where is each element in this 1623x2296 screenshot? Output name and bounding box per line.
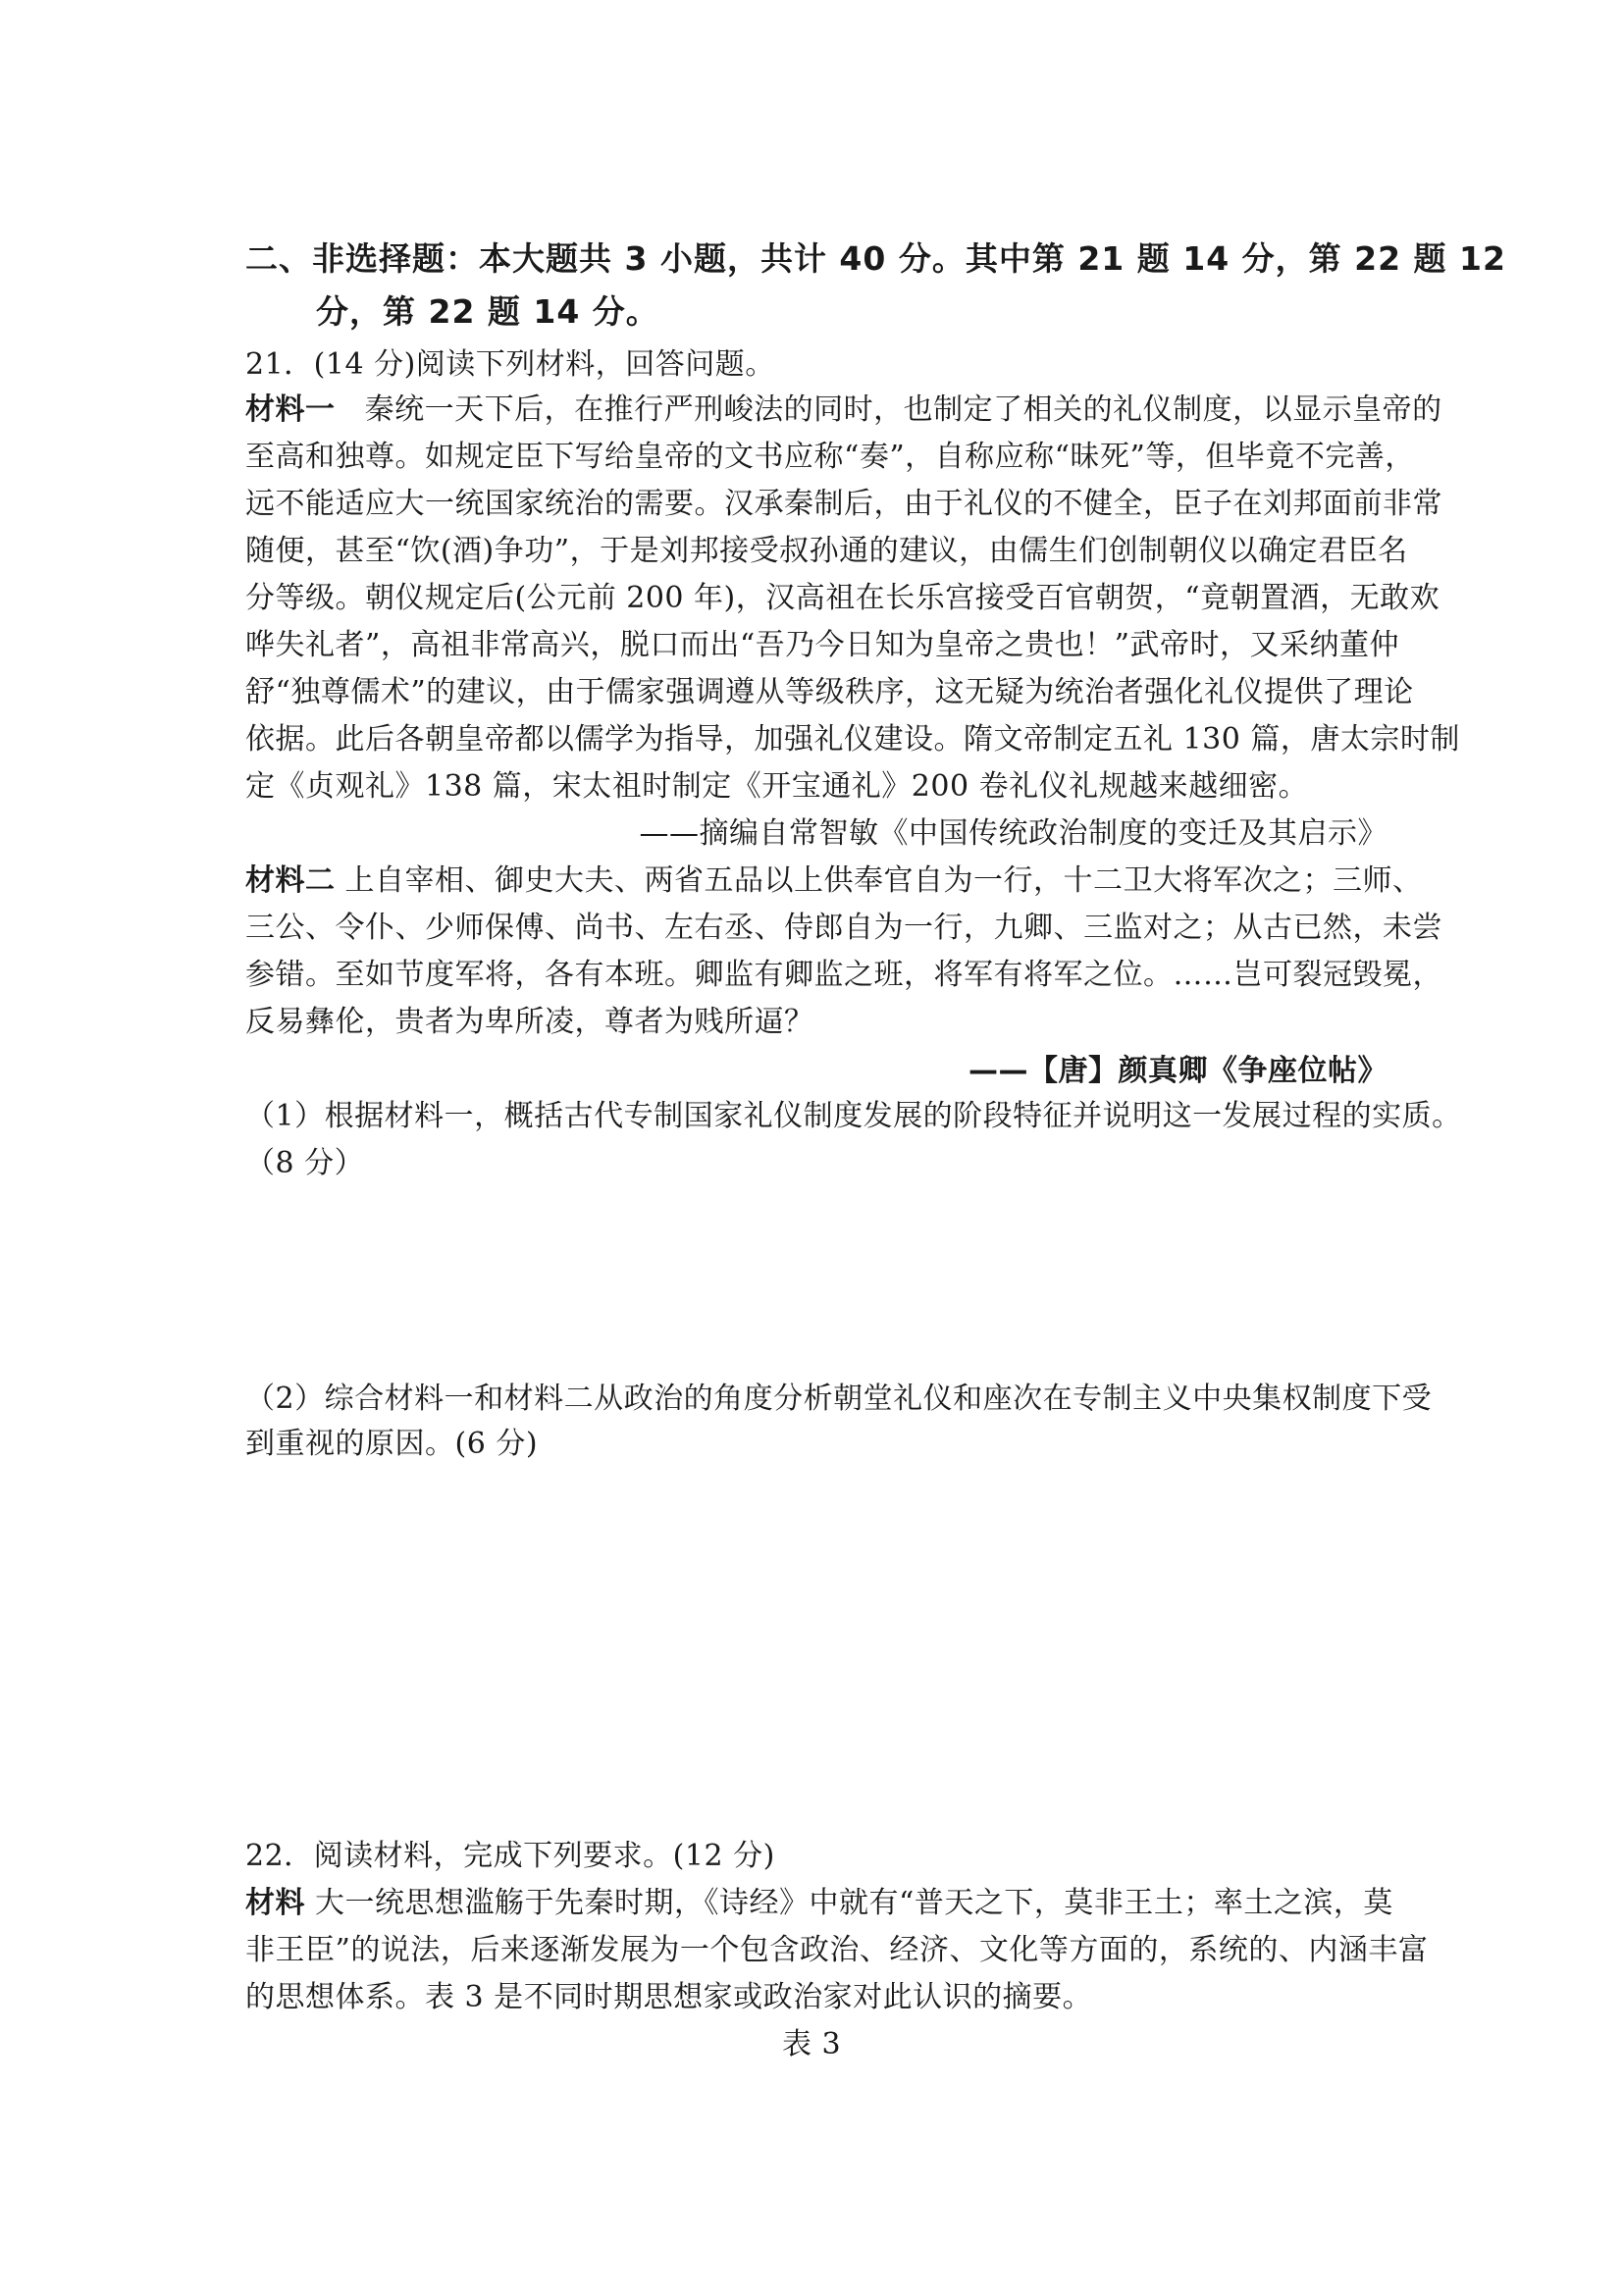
material1-label: 材料一 <box>245 392 336 427</box>
q21-material1-line-1 <box>245 391 1442 430</box>
q21-material2-line-1 <box>245 861 1423 901</box>
section-heading-line-2: 分，第 22 题 14 分。 <box>316 292 659 331</box>
material2-label: 材料二 <box>245 863 336 898</box>
q22-material-text: 大一统思想滥觞于先秦时期，《诗经》中就有“普天之下，莫非王土；率土之滨，莫 <box>315 1886 1393 1920</box>
q21-sub2-line-1: （2）综合材料一和材料二从政治的角度分析朝堂礼仪和座次在专制主义中央集权制度下受 <box>245 1382 1433 1416</box>
material1-text: 秦统一天下后，在推行严刑峻法的同时，也制定了相关的礼仪制度，以显示皇帝的 <box>364 392 1442 427</box>
q22-material-line-1 <box>245 1884 1393 1923</box>
q21-material2-source: ——【唐】颜真卿《争座位帖》 <box>969 1054 1387 1088</box>
q21-material1-line-3: 远不能适应大一统国家统治的需要。汉承秦制后，由于礼仪的不健全，臣子在刘邦面前非常 <box>245 487 1442 521</box>
q22-intro: 22．阅读材料，完成下列要求。(12 分) <box>245 1839 775 1873</box>
q21-material1-line-7: 舒“独尊儒术”的建议，由于儒家强调遵从等级秩序，这无疑为统治者强化礼仪提供了理论 <box>245 675 1414 709</box>
q21-material1-line-4: 随便，甚至“饮(酒)争功”，于是刘邦接受叔孙通的建议，由儒生们创制朝仪以确定君臣名 <box>245 534 1408 568</box>
table-caption: 表 3 <box>781 2027 842 2061</box>
q21-sub2-line-2: 到重视的原因。(6 分) <box>245 1427 539 1461</box>
q22-material-label: 材料 <box>245 1886 305 1920</box>
q21-material1-line-6: 哗失礼者”，高祖非常高兴，脱口而出“吾乃今日知为皇帝之贵也！”武帝时，又采纳董仲 <box>245 628 1400 662</box>
q21-material1-line-2: 至高和独尊。如规定臣下写给皇帝的文书应称“奏”，自称应称“昧死”等，但毕竟不完善， <box>245 440 1415 474</box>
q21-material1-line-8: 依据。此后各朝皇帝都以儒学为指导，加强礼仪建设。隋文帝制定五礼 130 篇，唐太宗时制 <box>245 722 1460 757</box>
q22-material-line-2: 非王臣”的说法，后来逐渐发展为一个包含政治、经济、文化等方面的，系统的、内涵丰富 <box>245 1933 1429 1967</box>
q22-material-line-3: 的思想体系。表 3 是不同时期思想家或政治家对此认识的摘要。 <box>245 1980 1093 2014</box>
q21-sub1-line-1: （1）根据材料一，概括古代专制国家礼仪制度发展的阶段特征并说明这一发展过程的实质。 <box>245 1099 1462 1133</box>
q21-sub1-line-2: （8 分） <box>245 1146 365 1180</box>
q21-intro: 21．(14 分)阅读下列材料，回答问题。 <box>245 347 775 382</box>
q21-material1-source: ——摘编自常智敏《中国传统政治制度的变迁及其启示》 <box>639 816 1387 851</box>
material2-text: 上自宰相、御史大夫、两省五品以上供奉官自为一行，十二卫大将军次之；三师、 <box>344 863 1423 898</box>
q21-material2-line-3: 参错。至如节度军将，各有本班。卿监有卿监之班，将军有将军之位。……岂可裂冠毁冕， <box>245 958 1442 992</box>
q21-material2-line-4: 反易彝伦，贵者为卑所凌，尊者为贱所逼？ <box>245 1005 814 1039</box>
q21-material2-line-2: 三公、令仆、少师保傅、尚书、左右丞、侍郎自为一行，九卿、三监对之；从古已然，未尝 <box>245 911 1442 945</box>
q21-material1-line-9: 定《贞观礼》138 篇，宋太祖时制定《开宝通礼》200 卷礼仪礼规越来越细密。 <box>245 769 1309 804</box>
section-heading-line-1: 二、非选择题：本大题共 3 小题，共计 40 分。其中第 21 题 14 分，第 22 题 12 <box>245 239 1506 278</box>
q21-material1-line-5: 分等级。朝仪规定后(公元前 200 年)，汉高祖在长乐宫接受百官朝贺，“竟朝置酒，无敢欢 <box>245 581 1440 615</box>
